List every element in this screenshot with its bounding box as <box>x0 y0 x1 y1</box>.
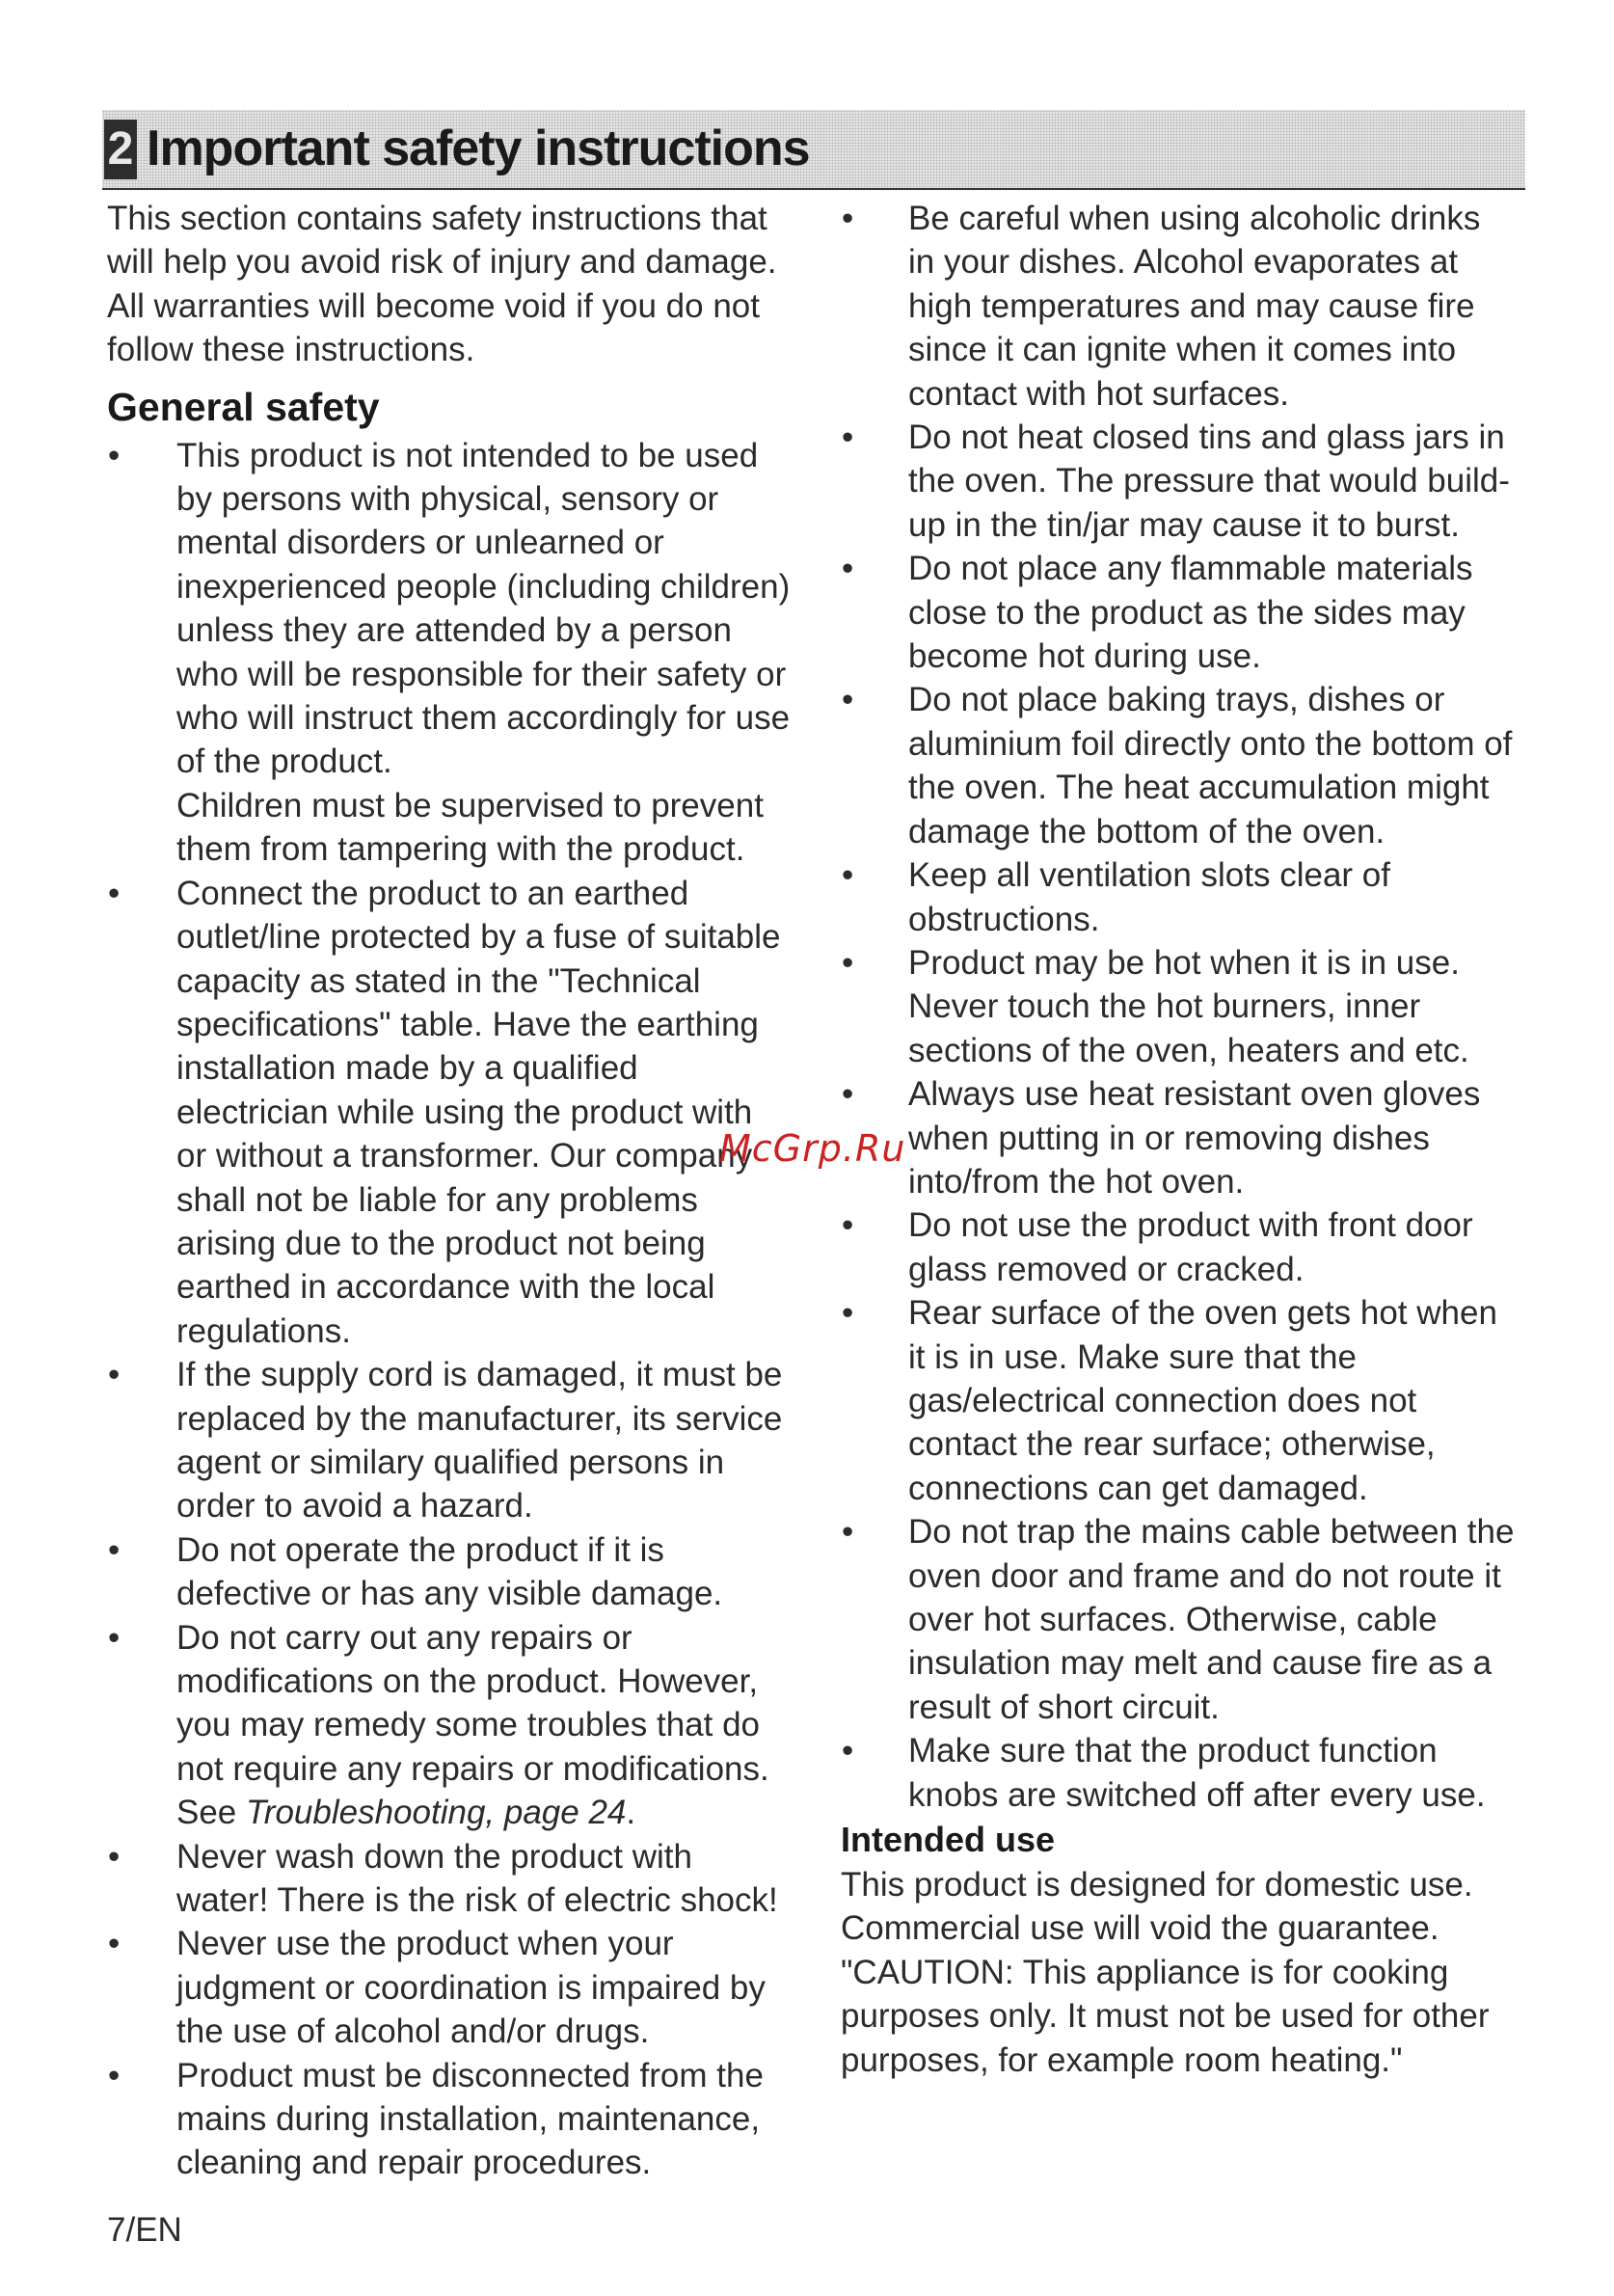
bullet-icon: • <box>108 2056 121 2094</box>
list-item-text: Make sure that the product function knobs are switched off after every use. <box>908 1732 1486 1814</box>
list-item-text: Do not place baking trays, dishes or aluminium foil directly onto the bottom of the oven. The heat accumulation might damage the bottom of the oven. <box>908 681 1513 851</box>
bullet-icon: • <box>108 1618 121 1657</box>
list-item-text: Rear surface of the oven gets hot when it is in use. Make sure that the gas/electrical connection does not contact the rear surface; otherwise, connections can get damaged. <box>908 1294 1497 1507</box>
list-item-text: Do not operate the product if it is defective or has any visible damage. <box>176 1530 723 1613</box>
bullet-icon: • <box>842 1294 854 1333</box>
list-item <box>841 547 1516 678</box>
list-item-text: Connect the product to an earthed outlet/line protected by a fuse of suitable capacity as stated in the "Technical specifications" table. Have the earthing installation made by a qualified electrician while using the product with or without a transformer. Our company shall not be liable for any problems arising due to the product not being earthed in accordance with the local regulations. <box>176 874 781 1350</box>
list-item <box>107 1353 792 1528</box>
bullet-icon: • <box>842 200 854 237</box>
bullet-icon: • <box>842 1075 854 1114</box>
list-item <box>841 1729 1516 1817</box>
bullet-icon: • <box>842 419 854 457</box>
right-column <box>841 197 1516 2082</box>
list-item <box>841 416 1516 547</box>
bullet-icon: • <box>842 856 854 895</box>
list-item <box>841 1203 1516 1291</box>
intended-use-paragraph: This product is designed for domestic use. Commercial use will void the guarantee. "CAUTION: This appliance is for cooking purposes only. It must not be used for other purposes, for example room heating." <box>841 1866 1490 2079</box>
header-rule <box>102 188 1525 190</box>
page-number: 7/EN <box>107 2211 182 2249</box>
list-item-text: Product may be hot when it is in use. Never touch the hot burners, inner sections of the oven, heaters and etc. <box>908 943 1469 1069</box>
bullet-icon: • <box>842 1206 854 1245</box>
list-item <box>841 1510 1516 1729</box>
bullet-icon: • <box>108 1925 121 1963</box>
list-item <box>841 941 1516 1072</box>
list-item <box>841 1072 1516 1203</box>
list-item-text: Be careful when using alcoholic drinks in your dishes. Alcohol evaporates at high temperatures and may cause fire since it can ignite when it comes into contact with hot surfaces. <box>908 200 1481 413</box>
list-item <box>841 678 1516 853</box>
list-item <box>107 2054 792 2185</box>
bullet-icon: • <box>108 1530 121 1569</box>
list-item <box>107 434 792 872</box>
bullet-icon: • <box>108 1356 121 1394</box>
list-item <box>107 1528 792 1616</box>
list-item-text: Do not place any flammable materials close to the product as the sides may become hot during use. <box>908 550 1473 676</box>
list-item-extra: Children must be supervised to prevent them from tampering with the product. <box>176 786 764 869</box>
list-item <box>107 1616 792 1835</box>
intro-paragraph: This section contains safety instructions that will help you avoid risk of injury and damage. All warranties will become void if you do not follow these instructions. <box>107 200 777 369</box>
list-item-text: Always use heat resistant oven gloves when putting in or removing dishes into/from the hot oven. <box>908 1075 1481 1201</box>
bullet-icon: • <box>108 1837 121 1876</box>
watermark-logo: McGrp.Ru <box>719 1127 906 1170</box>
list-item-text: If the supply cord is damaged, it must be replaced by the manufacturer, its service agent or similary qualified persons in order to avoid a hazard. <box>176 1356 783 1526</box>
bullet-icon: • <box>842 550 854 588</box>
list-item-text: Product must be disconnected from the mains during installation, maintenance, cleaning and repair procedures. <box>176 2056 764 2182</box>
left-column <box>107 197 792 2185</box>
list-item-text: Do not use the product with front door glass removed or cracked. <box>908 1206 1473 1288</box>
bullet-icon: • <box>108 874 121 912</box>
list-item <box>107 872 792 1353</box>
general-safety-heading: General safety <box>107 384 380 429</box>
list-item <box>107 1922 792 2053</box>
troubleshooting-reference-link[interactable]: Troubleshooting, page 24 <box>246 1794 627 1832</box>
list-item-text: Do not trap the mains cable between the oven door and frame and do not route it over hot surfaces. Otherwise, cable insulation may melt and cause fire as a result of short circuit. <box>908 1513 1515 1726</box>
list-item-text: Keep all ventilation slots clear of obstructions. <box>908 856 1390 938</box>
list-item-text: Do not heat closed tins and glass jars in the oven. The pressure that would build-up in the tin/jar may cause it to burst. <box>908 419 1510 544</box>
general-safety-list-continued <box>841 197 1516 1817</box>
bullet-icon: • <box>842 1732 854 1770</box>
bullet-icon: • <box>842 681 854 719</box>
bullet-icon: • <box>842 943 854 982</box>
chapter-number-badge: 2 <box>104 120 137 179</box>
list-item-text: Never wash down the product with water! There is the risk of electric shock! <box>176 1837 778 1920</box>
list-item <box>107 1835 792 1923</box>
general-safety-list <box>107 434 792 2185</box>
list-item <box>841 197 1516 416</box>
list-item <box>841 853 1516 941</box>
list-item-text: Do not carry out any repairs or modifications on the product. However, you may remedy some troubles that do not require any repairs or modifications. See <box>176 1618 769 1832</box>
bullet-icon: • <box>842 1513 854 1552</box>
list-item <box>841 1291 1516 1510</box>
chapter-title: Important safety instructions <box>147 121 810 176</box>
reference-suffix: . <box>626 1794 636 1832</box>
bullet-icon: • <box>108 436 121 474</box>
list-item-text: This product is not intended to be used by persons with physical, sensory or mental disorders or unlearned or inexperienced people (including children) unless they are attended by a person who will be responsible for their safety or who will instruct them accordingly for use of the product. <box>176 436 791 781</box>
intended-use-heading: Intended use <box>841 1820 1056 1860</box>
list-item-text: Never use the product when your judgment or coordination is impaired by the use of alcohol and/or drugs. <box>176 1925 766 2051</box>
